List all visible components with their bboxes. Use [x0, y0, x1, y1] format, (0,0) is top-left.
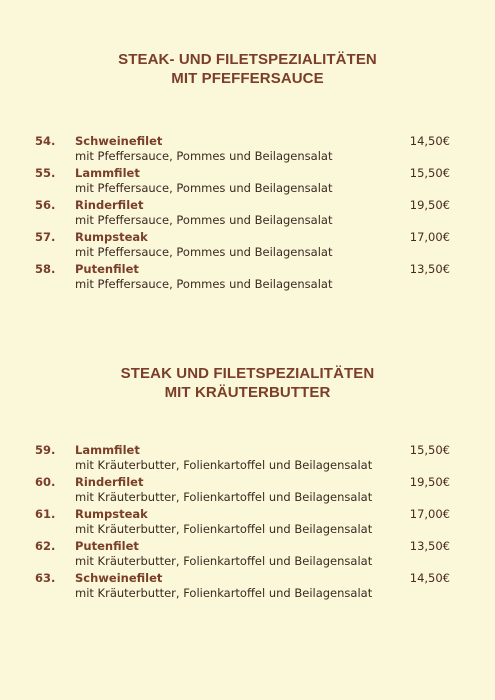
- item-price: 19,50€: [409, 475, 450, 489]
- item-name: Putenfilet: [75, 539, 139, 553]
- item-description: mit Kräuterbutter, Folienkartoffel und Beilagensalat: [75, 490, 373, 504]
- section-title-line: STEAK UND FILETSPEZIALITÄTEN: [120, 365, 375, 382]
- item-price: 13,50€: [409, 262, 450, 276]
- section-subtitle-line: MIT KRÄUTERBUTTER: [164, 384, 331, 401]
- item-price: 17,00€: [409, 507, 450, 521]
- item-name: Rumpsteak: [75, 507, 148, 521]
- item-name: Rinderfilet: [75, 475, 144, 489]
- item-price: 15,50€: [409, 443, 450, 457]
- item-number: 62.: [35, 539, 56, 553]
- menu-item: [0, 506, 495, 538]
- item-name: Rumpsteak: [75, 230, 148, 244]
- section-title-pfeffersauce: [0, 50, 495, 88]
- menu-item: [0, 538, 495, 570]
- menu-item: [0, 570, 495, 602]
- item-price: 17,00€: [409, 230, 450, 244]
- menu-list-pfeffersauce: [0, 133, 495, 293]
- item-description: mit Pfeffersauce, Pommes und Beilagensalat: [75, 213, 333, 227]
- item-description: mit Kräuterbutter, Folienkartoffel und Beilagensalat: [75, 522, 373, 536]
- item-name: Lammfilet: [75, 443, 140, 457]
- item-description: mit Pfeffersauce, Pommes und Beilagensalat: [75, 149, 333, 163]
- section-subtitle-line: MIT PFEFFERSAUCE: [171, 70, 324, 87]
- menu-item: [0, 133, 495, 165]
- item-number: 58.: [35, 262, 56, 276]
- menu-item: [0, 229, 495, 261]
- item-description: mit Kräuterbutter, Folienkartoffel und Beilagensalat: [75, 458, 373, 472]
- menu-item: [0, 197, 495, 229]
- item-price: 19,50€: [409, 198, 450, 212]
- item-name: Schweinefilet: [75, 571, 163, 585]
- item-description: mit Pfeffersauce, Pommes und Beilagensalat: [75, 181, 333, 195]
- item-number: 55.: [35, 166, 56, 180]
- item-number: 56.: [35, 198, 56, 212]
- item-description: mit Kräuterbutter, Folienkartoffel und Beilagensalat: [75, 554, 373, 568]
- item-number: 63.: [35, 571, 56, 585]
- item-price: 14,50€: [409, 571, 450, 585]
- menu-item: [0, 442, 495, 474]
- section-title-kraeuterbutter: [0, 364, 495, 402]
- item-price: 13,50€: [409, 539, 450, 553]
- menu-item: [0, 165, 495, 197]
- menu-item: [0, 261, 495, 293]
- item-description: mit Pfeffersauce, Pommes und Beilagensalat: [75, 245, 333, 259]
- item-number: 59.: [35, 443, 56, 457]
- item-name: Rinderfilet: [75, 198, 144, 212]
- item-number: 57.: [35, 230, 56, 244]
- item-number: 60.: [35, 475, 56, 489]
- item-name: Lammfilet: [75, 166, 140, 180]
- item-name: Putenfilet: [75, 262, 139, 276]
- item-price: 15,50€: [409, 166, 450, 180]
- item-number: 54.: [35, 134, 56, 148]
- menu-list-kraeuterbutter: [0, 442, 495, 602]
- item-description: mit Kräuterbutter, Folienkartoffel und Beilagensalat: [75, 586, 373, 600]
- section-title-line: STEAK- UND FILETSPEZIALITÄTEN: [118, 51, 377, 68]
- item-price: 14,50€: [409, 134, 450, 148]
- menu-item: [0, 474, 495, 506]
- item-number: 61.: [35, 507, 56, 521]
- item-description: mit Pfeffersauce, Pommes und Beilagensalat: [75, 277, 333, 291]
- item-name: Schweinefilet: [75, 134, 163, 148]
